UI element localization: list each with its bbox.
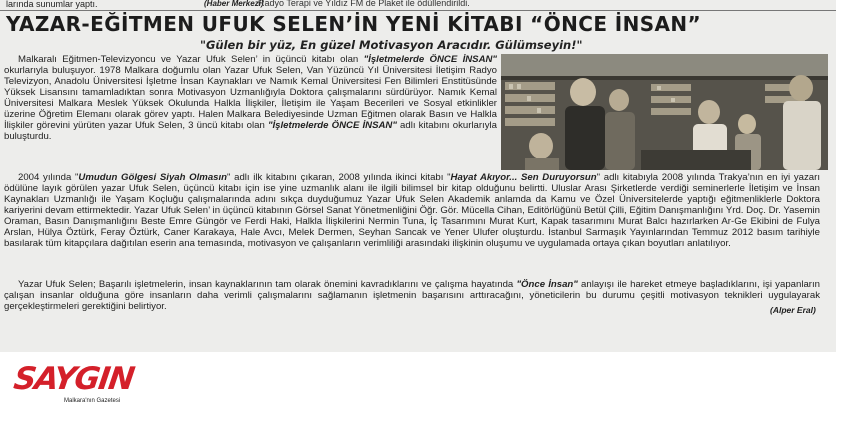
previous-article-end: larında sunumlar yaptı. — [6, 0, 98, 9]
article-photo — [501, 54, 828, 170]
author-signoff: (Alper Eral) — [770, 305, 816, 315]
paragraph-3 — [4, 279, 820, 312]
previous-article-fragment: Radyo Terapi ve Yıldız FM de Plaket ile ödüllendirildi. — [258, 0, 470, 8]
article-subtitle: "Gülen bir yüz, En güzel Motivasyon Aracıdır. Gülümseyin!" — [200, 38, 583, 52]
previous-article-source: (Haber Merkezi) — [204, 0, 264, 8]
bookstore-photo-illustration — [501, 54, 828, 170]
previous-article-strip — [0, 0, 836, 10]
book-title-3: Hayat Akıyor... Sen Duruyorsun — [450, 172, 597, 183]
paragraph-2 — [4, 172, 820, 249]
book-title-2: Umudun Gölgesi Siyah Olmasın — [78, 172, 228, 183]
book-title-1-repeat: "İşletmelerde ÖNCE İNSAN" — [267, 120, 397, 131]
newspaper-tagline: Malkara'nın Gazetesi — [64, 398, 121, 404]
para1-text-c: okurlarıyla buluşuyor. 1978 Malkara doğumlu olan Yazar Ufuk Selen, Van Yüzüncü Yıl Üniversitesi İletişim Radyo Televizyon, Anadolu Üniversitesi İşletme İnsan Kaynakları ve Namık Kemal Üniversitesi Fen Bilimleri Enstitüsünde Yüksek Lisansını tamamladıktan sonra Motivasyon Uzmanlığıyla Doktora çalışmalarını sürdürüyor. Namık Kemal Üniversitesi Malkara Meslek Yüksek Okulunda Halkla İlişkiler, İletişim ile Yaşam Becerileri ve Sosyal etkinlikler üzerine Öğretim Elemanı olarak görev yaptı. Halen Malkara Belediyesinde Uzman Eğitmen olarak Basın ve Halkla İlişkiler görevini yürüten yazar Ufuk Selen, 3 üncü kitabı olan — [4, 65, 497, 131]
para2-text-c: " adlı ilk kitabını çıkaran, 2008 yılında ikinci kitabı " — [227, 172, 451, 183]
scan-margin — [836, 0, 848, 428]
paragraph-1 — [4, 54, 497, 142]
para1-text-a: Malkaralı Eğitmen-Televizyoncu ve Yazar Ufuk Selen’ in üçüncü kitabı olan — [18, 54, 364, 65]
quote-once-insan: "Önce İnsan" — [516, 279, 578, 290]
para2-text-a: 2004 yılında " — [18, 172, 79, 183]
para3-text-c: anlayışı ile hareket etmeye başladıklarını, işi yapanların çalışan insanlar olduğuna göre insanların daha verimli çalışmalarını sağlamanın işletmenin başarısını arttıracağını, yöneticilerin bu durumu çeşitli motivasyon teknikleri uygulayarak gerçekleştirmeleri gerektiğini belirtiyor. — [4, 279, 820, 312]
para1-text-e: adlı kitabını okurlarıyla buluşturdu. — [4, 120, 497, 142]
para3-text-a: Yazar Ufuk Selen; Başarılı işletmelerin, insan kaynaklarının tam olarak önemini kavradıklarını ve çalışma hayatında — [18, 279, 517, 290]
para2-text-e: " adlı kitabıyla 2008 yılında Trakya’nın en iyi yazarı ödülüne layık görülen yazar Ufuk Selen, üçüncü kitabı için ise yine uzmanlık alanı ile ilgili bilimsel bir kitap olduğunu belirtti. Uluslar Arası Şirketlerde verdiği seminerlerle İletişim ve İnsan Kaynakları Uzmanlığı ile Yaşam Koçluğu çalışmalarında adını sıkça duyduğumuz Yazar Ufuk Selen Akademik anlamda da Kamu ve Özel Üniversitelerde yaptığı eğitmenliklerle Doktora kariyerini devam ettirmektedir. Yazar Ufuk Selen’ in üçüncü kitabının Görsel Sanat Yönetmenliğini Öğr. Gör. Mücella Cihan, Editörlüğünü Betül Çilli, Eğitim Danışmanlığını Yrd. Doç. Dr. Yasemin Oraman, Basın Danışmanlığını Beste Emre Güngör ve Ferdi Haki, Halkla İlişkilerini Nermin Tuna, İç Tasarımını Murat Kurt, Kapak tasarımını Murat Balcı hazırlarken Ar-Ge Ekibini de Fulya Arslan, Hülya Öztürk, Feray Öztürk, Caner Karakaya, Hale Avcı, Melek Dermen, Seyhan Sancak ve Yener Ulufer oluşturdu. İstanbul Sarmaşık Yayınlarından Temmuz 2012 basım tarihiyle basılarak tüm kitapçılara dağıtılan eserin ana temasında, motivasyon ve çalışanların verimliliği arasındaki ilişkinin oluşumu ve uygulamada ortaya çıkan boyutları anlatılıyor. — [4, 172, 820, 249]
newspaper-logo: SAYGIN — [11, 361, 136, 397]
book-title-1: "İşletmelerde ÖNCE İNSAN" — [363, 54, 497, 65]
article-headline: YAZAR-EĞİTMEN UFUK SELEN’İN YENİ KİTABI “ÖNCE İNSAN” — [6, 12, 702, 36]
